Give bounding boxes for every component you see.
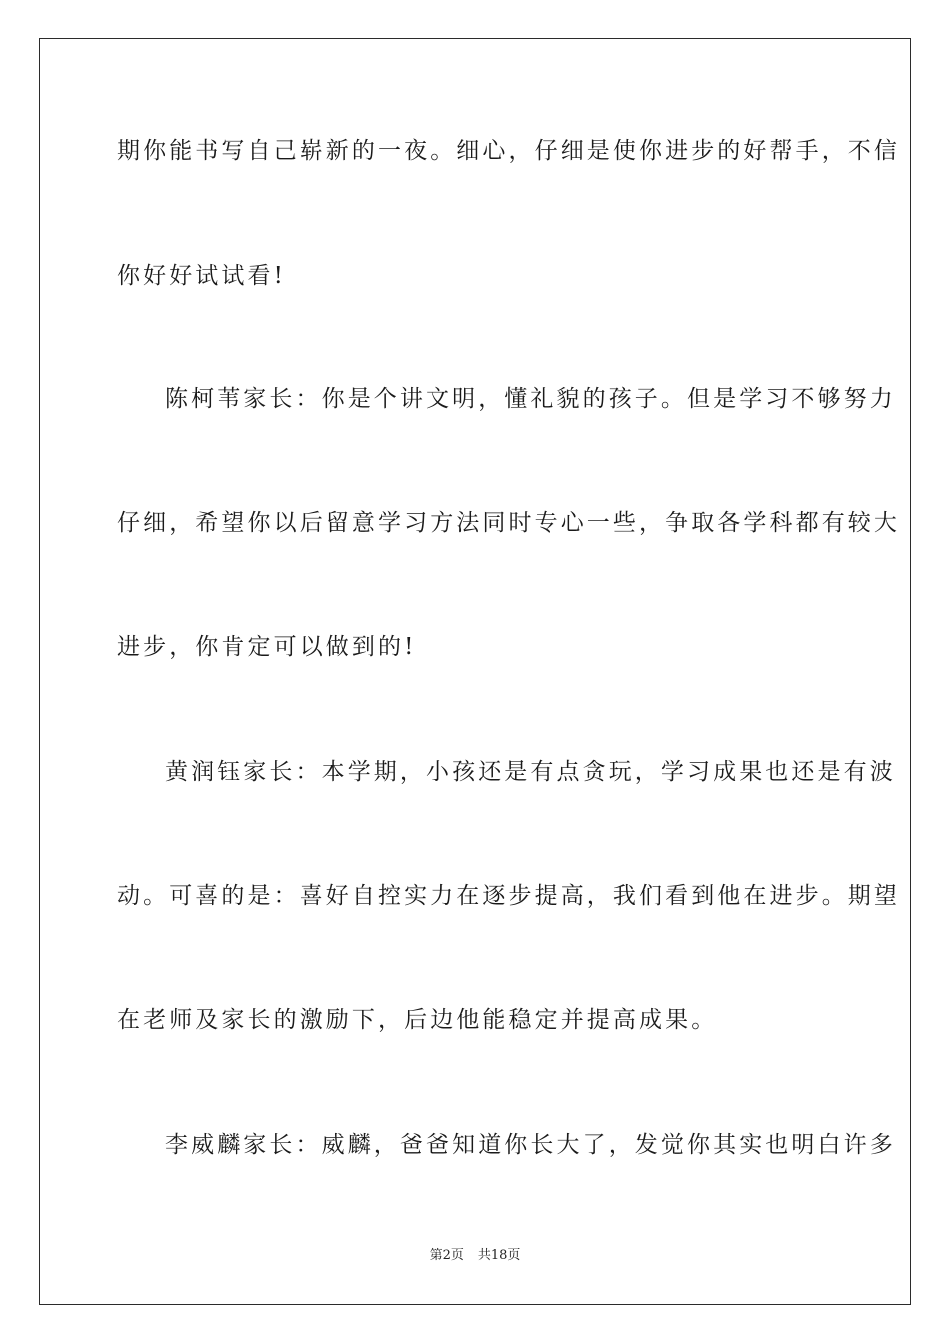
text-line-4: 仔细，希望你以后留意学习方法同时专心一些，争取各学科都有较大 (117, 510, 900, 536)
paragraph-start-chen: 陈柯苇家长：你是个讲文明，懂礼貌的孩子。但是学习不够努力 (165, 386, 896, 412)
text-line-7: 动。可喜的是：喜好自控实力在逐步提高，我们看到他在进步。期望 (117, 883, 900, 909)
text-line-8: 在老师及家长的激励下，后边他能稳定并提高成果。 (117, 1007, 718, 1033)
page-number: 第2页 (429, 1248, 464, 1263)
page-border (39, 38, 911, 1305)
text-line-5: 进步，你肯定可以做到的! (117, 634, 417, 660)
text-line-1: 期你能书写自己崭新的一夜。细心，仔细是使你进步的好帮手，不信 (117, 138, 900, 164)
page-footer (0, 1247, 950, 1265)
paragraph-start-li: 李威麟家长：威麟，爸爸知道你长大了，发觉你其实也明白许多 (165, 1132, 896, 1158)
text-line-2: 你好好试试看! (117, 263, 286, 289)
paragraph-start-huang: 黄润钰家长：本学期，小孩还是有点贪玩，学习成果也还是有波 (165, 759, 896, 785)
page-total: 共18页 (477, 1248, 521, 1263)
